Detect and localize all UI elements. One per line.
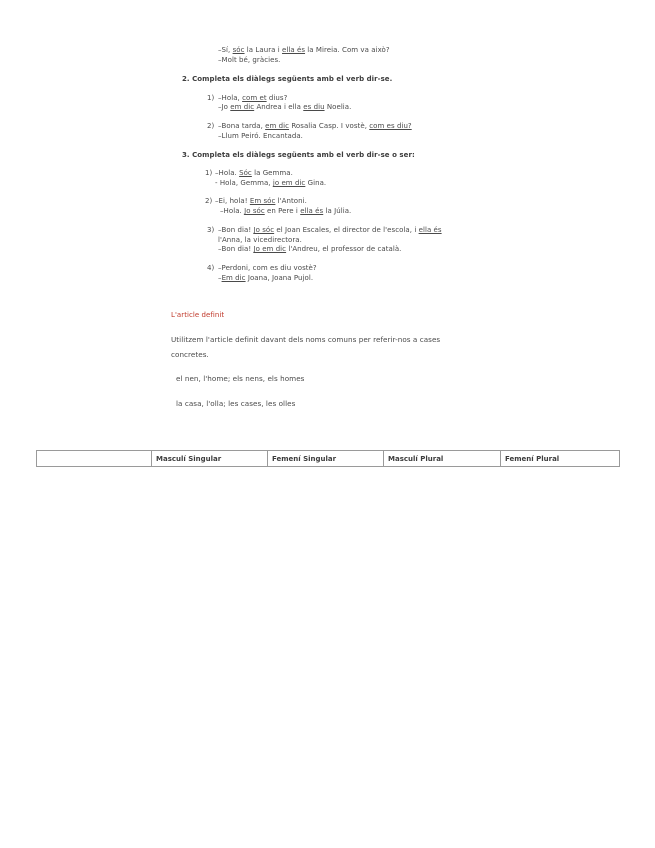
ex2-heading: 2. Completa els diàlegs següents amb el verb dir-se. bbox=[182, 75, 393, 83]
article-example-1: el nen, l'home; els nens, els homes bbox=[176, 374, 305, 383]
text: Rosalia Casp. I vostè, bbox=[289, 122, 370, 130]
answer: jo em dic bbox=[272, 179, 306, 187]
ex2-d2-line-2: –Llum Peiró. Encantada. bbox=[218, 132, 303, 140]
ex2-d1-line-2 bbox=[218, 103, 351, 112]
answer: Jo em dic bbox=[253, 245, 287, 253]
text: –Bon dia! bbox=[218, 226, 254, 234]
table-header-cell: Masculí Singular bbox=[152, 451, 268, 467]
text: –Jo bbox=[218, 103, 231, 111]
text: –Sí, bbox=[218, 46, 233, 54]
text: – bbox=[218, 274, 222, 282]
ex3-d1-line-1 bbox=[215, 169, 293, 178]
text: - Hola, Gemma, bbox=[215, 179, 273, 187]
answer: Jo sóc bbox=[244, 207, 265, 215]
answer: ella és bbox=[282, 46, 306, 54]
text: el Joan Escales, el director de l'escola, i bbox=[274, 226, 419, 234]
ex3-d4-line-2 bbox=[218, 274, 313, 283]
ex1-line-1 bbox=[218, 46, 390, 55]
ex2-d2-number: 2) bbox=[207, 122, 215, 130]
text: –Bona tarda, bbox=[218, 122, 266, 130]
text: la Gemma. bbox=[251, 169, 293, 177]
answer: com et bbox=[242, 94, 267, 102]
table-header-cell: Masculí Plural bbox=[384, 451, 501, 467]
answer: Jo sóc bbox=[253, 226, 275, 234]
text: la Laura i bbox=[244, 46, 283, 54]
text: –Ei, hola! bbox=[215, 197, 250, 205]
text: Andrea i ella bbox=[254, 103, 304, 111]
text: l'Antoni. bbox=[275, 197, 307, 205]
ex2-d1-line-1 bbox=[218, 94, 287, 103]
table-header-cell: Femení Plural bbox=[501, 451, 620, 467]
text: –Bon dia! bbox=[218, 245, 254, 253]
text: Gina. bbox=[305, 179, 327, 187]
table-header-cell bbox=[37, 451, 152, 467]
text: –Hola, bbox=[218, 94, 243, 102]
text: dius? bbox=[266, 94, 288, 102]
text: la Júlia. bbox=[323, 207, 352, 215]
ex3-d2-line-2 bbox=[220, 207, 351, 216]
answer: es diu bbox=[303, 103, 325, 111]
ex3-d3-line-3 bbox=[218, 245, 401, 254]
answer: Sóc bbox=[239, 169, 252, 177]
article-example-2: la casa, l'olla; les cases, les olles bbox=[176, 399, 296, 408]
ex1-line-2: –Molt bé, gràcies. bbox=[218, 56, 281, 64]
answer: com es diu? bbox=[369, 122, 412, 130]
text: –Hola. bbox=[215, 169, 240, 177]
table-header-row bbox=[37, 451, 620, 467]
ex3-d1-line-2 bbox=[215, 179, 326, 188]
answer: em dic bbox=[265, 122, 290, 130]
text: –Hola. bbox=[220, 207, 245, 215]
article-paragraph-line-2: concretes. bbox=[171, 350, 209, 359]
article-table bbox=[36, 450, 620, 467]
ex3-d4-line-1: –Perdoni, com es diu vostè? bbox=[218, 264, 317, 272]
answer: Em sóc bbox=[249, 197, 276, 205]
table-header-cell: Femení Singular bbox=[268, 451, 384, 467]
text: en Pere i bbox=[264, 207, 301, 215]
answer: sóc bbox=[232, 46, 245, 54]
ex3-d3-number: 3) bbox=[207, 226, 215, 234]
answer: em dic bbox=[230, 103, 255, 111]
answer: ella és bbox=[418, 226, 442, 234]
ex3-d3-line-1 bbox=[218, 226, 442, 235]
text: la Mireia. Com va això? bbox=[305, 46, 390, 54]
answer: ella és bbox=[300, 207, 324, 215]
article-paragraph-line-1: Utilitzem l'article definit davant dels noms comuns per referir-nos a cases bbox=[171, 335, 441, 344]
ex3-d2-number: 2) bbox=[205, 197, 213, 205]
ex2-d2-line-1 bbox=[218, 122, 412, 131]
ex3-d4-number: 4) bbox=[207, 264, 215, 272]
text: l'Andreu, el professor de català. bbox=[286, 245, 402, 253]
ex3-heading: 3. Completa els diàlegs següents amb el verb dir-se o ser: bbox=[182, 151, 415, 159]
ex3-d2-line-1 bbox=[215, 197, 307, 206]
ex3-d1-number: 1) bbox=[205, 169, 213, 177]
text: Joana, Joana Pujol. bbox=[245, 274, 314, 282]
answer: Em dic bbox=[221, 274, 246, 282]
ex3-d3-line-2: l'Anna, la vicedirectora. bbox=[218, 236, 302, 244]
text: Noelia. bbox=[324, 103, 352, 111]
section-title: L'article definit bbox=[171, 311, 225, 319]
ex2-d1-number: 1) bbox=[207, 94, 215, 102]
